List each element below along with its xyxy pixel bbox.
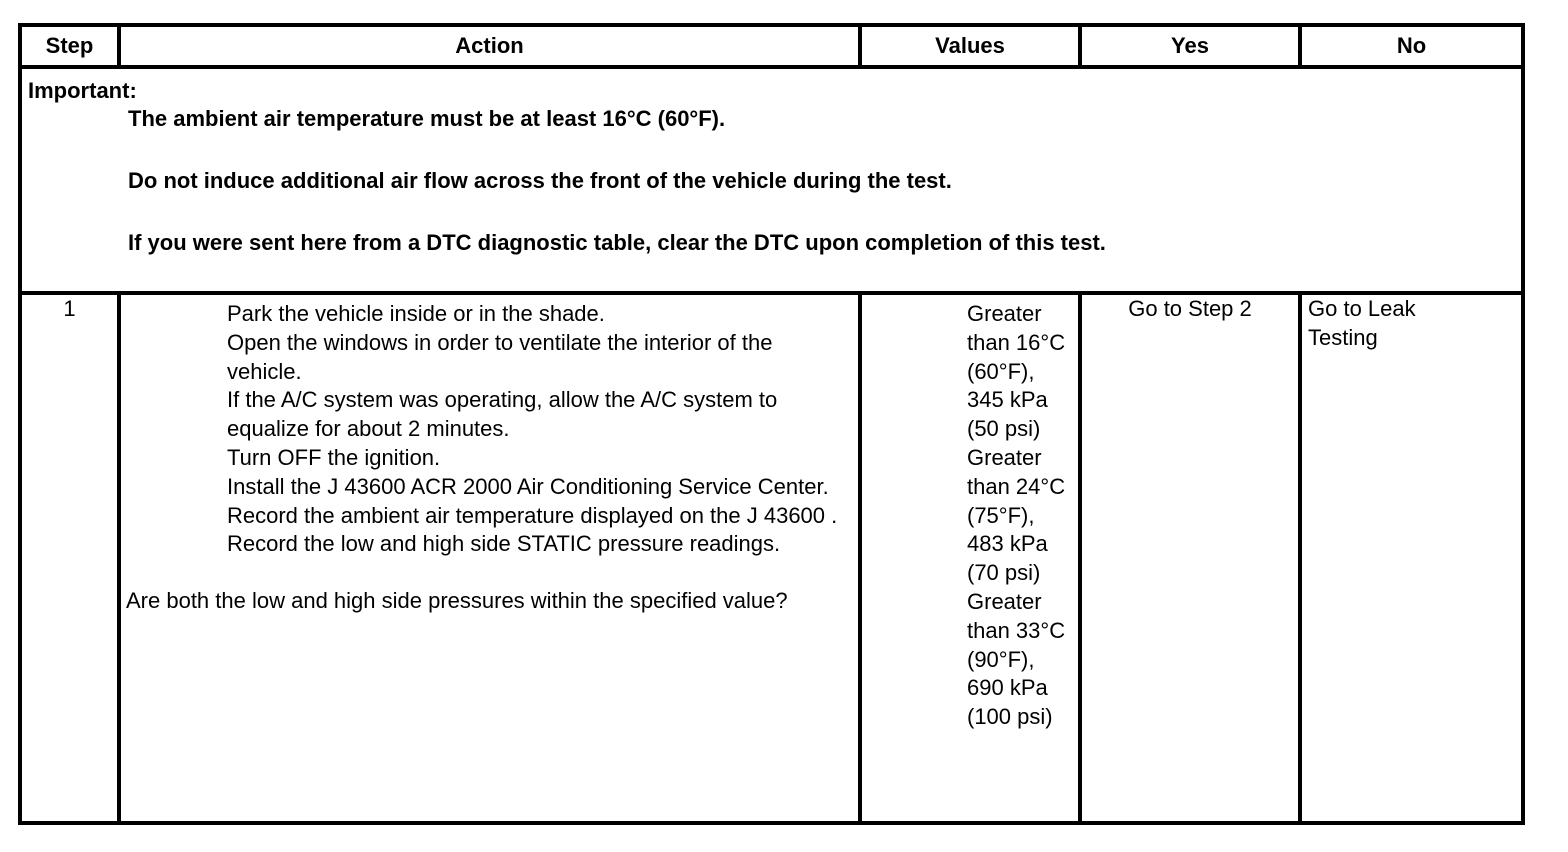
- important-line-dtc: If you were sent here from a DTC diagnostic table, clear the DTC upon completion of this test.: [128, 230, 1106, 255]
- diagnostic-table: [18, 23, 1525, 825]
- important-row: [20, 67, 1523, 293]
- header-no: No: [1300, 25, 1523, 67]
- no-result: Go to Leak Testing: [1308, 296, 1416, 350]
- list-item: If the A/C system was operating, allow the A/C system to equalize for about 2 minutes.: [227, 387, 778, 442]
- important-note: [20, 67, 1523, 293]
- important-line-temperature: The ambient air temperature must be at least 16°C (60°F).: [128, 106, 726, 131]
- values-list: [967, 300, 1067, 732]
- no-cell: [1300, 293, 1523, 823]
- value-spec: Greater than 33°C (90°F), 690 kPa (100 psi): [967, 588, 1066, 730]
- header-step: Step: [20, 25, 119, 67]
- list-item: Turn OFF the ignition.: [227, 444, 441, 470]
- step-number: 1: [20, 293, 119, 823]
- list-item: Open the windows in order to ventilate the interior of the vehicle.: [227, 329, 773, 384]
- value-spec: Greater than 16°C (60°F), 345 kPa (50 psi): [967, 301, 1066, 442]
- important-title: Important:: [28, 78, 137, 103]
- header-values: Values: [860, 25, 1080, 67]
- yes-cell: [1080, 293, 1300, 823]
- list-item: Record the low and high side STATIC pressure readings.: [227, 531, 781, 557]
- header-action: Action: [119, 25, 860, 67]
- yes-result: Go to Step 2: [1128, 296, 1252, 321]
- action-cell: [119, 293, 860, 823]
- values-cell: [860, 293, 1080, 823]
- value-spec: Greater than 24°C (75°F), 483 kPa (70 psi): [967, 444, 1066, 586]
- list-item: Record the ambient air temperature displayed on the J 43600 .: [227, 502, 838, 528]
- important-line-airflow: Do not induce additional air flow across the front of the vehicle during the test.: [128, 168, 952, 193]
- table-row: [20, 293, 1523, 823]
- action-list: [227, 300, 858, 559]
- list-item: Park the vehicle inside or in the shade.: [227, 301, 605, 326]
- header-yes: Yes: [1080, 25, 1300, 67]
- step-question: Are both the low and high side pressures within the specified value?: [126, 588, 788, 614]
- header-row: [20, 25, 1523, 67]
- list-item: Install the J 43600 ACR 2000 Air Conditioning Service Center.: [227, 473, 829, 499]
